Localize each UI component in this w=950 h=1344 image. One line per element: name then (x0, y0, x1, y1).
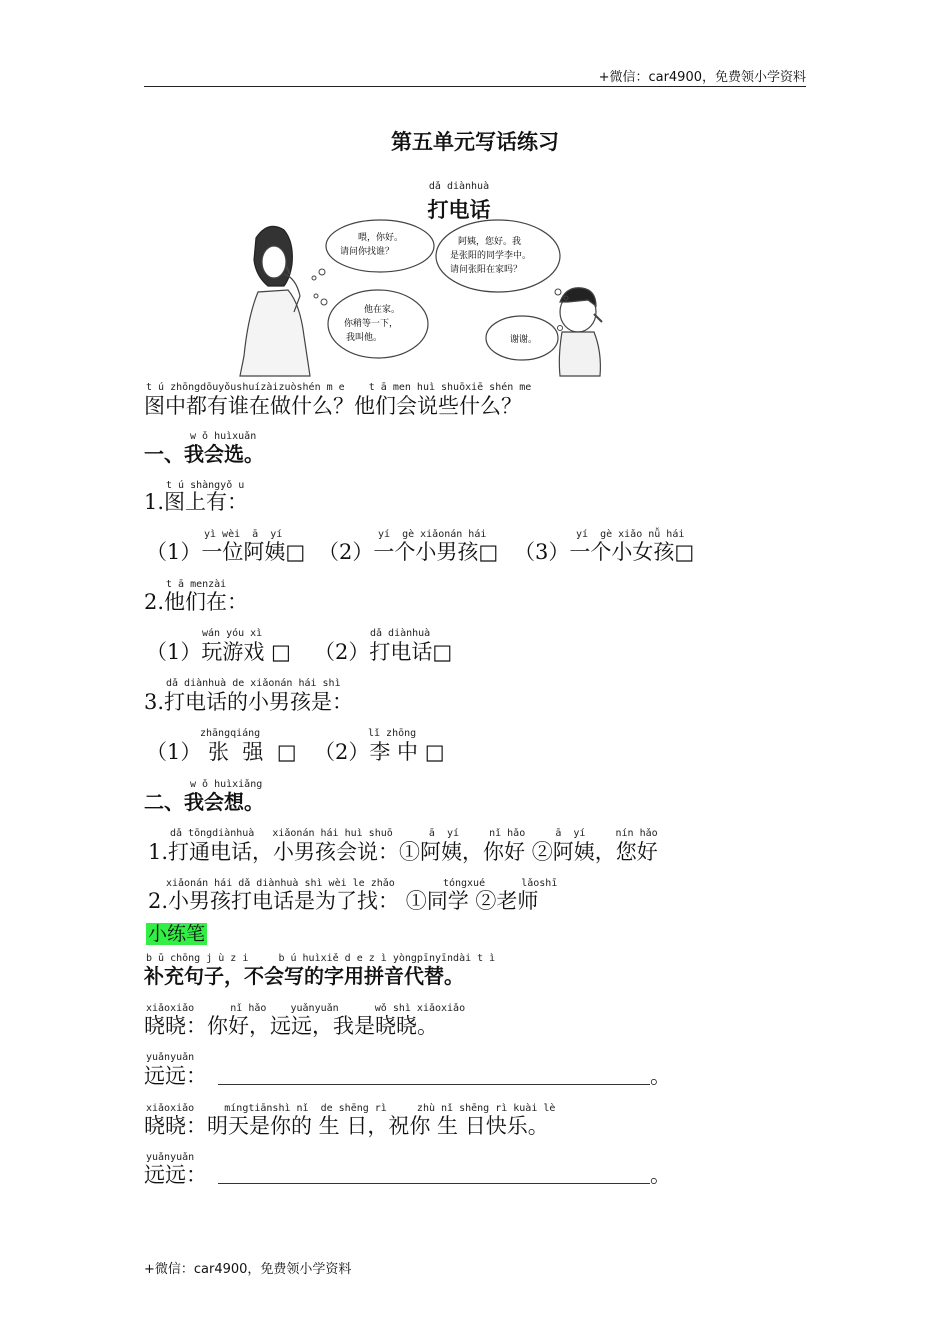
page-title: 第五单元写话练习 (391, 130, 559, 154)
practice-pinyin: b ǔ chōng j ù z i b ú huìxiě d e z ì yòngpīnyīndài t ì (146, 953, 496, 964)
header-note: +微信：car4900，免费领小学资料 (598, 70, 806, 85)
bubble-text: 喂，你好。 (358, 233, 404, 243)
woman-figure (240, 226, 310, 376)
q3-option-pinyin: lǐ zhōng (368, 728, 417, 739)
practice-line: 晓晓：你好，远远，我是晓晓。 (144, 1014, 438, 1038)
section1-heading: 一、我会选。 (144, 442, 264, 466)
s2-q2-text: 2.小男孩打电话是为了找： ①同学 ②老师 (148, 889, 539, 913)
q1-option-pinyin: yì wèi ā yí (204, 529, 283, 540)
q2-option-pinyin: dǎ diànhuà (370, 628, 431, 639)
bubble-text: 我叫他。 (346, 333, 383, 343)
practice-line-end: 。 (650, 1064, 671, 1088)
question-text: 图中都有谁在做什么？他们会说些什么？ (144, 394, 522, 418)
q3-option-pinyin: zhāngqiáng (200, 728, 261, 739)
subtitle-pinyin: dǎ diànhuà (428, 181, 490, 192)
header-divider (144, 86, 806, 87)
bubble-text: 是张阳的同学李中。 (450, 251, 532, 261)
practice-line-label: 远远： (144, 1064, 207, 1088)
s2-q1-text: 1.打通电话，小男孩会说：①阿姨，你好 ②阿姨，您好 (148, 840, 658, 864)
q3-option-1[interactable]: （1） 张 强 □ (146, 740, 297, 764)
boy-figure (559, 288, 602, 376)
practice-instruction: 补充句子，不会写的字用拼音代替。 (144, 964, 464, 988)
q1-option-3[interactable]: （3）一个小女孩□ (514, 540, 695, 564)
bubble-text: 你稍等一下， (344, 319, 399, 329)
bubble-text: 请问你找谁？ (340, 247, 395, 257)
q3-pinyin: dǎ diànhuà de xiǎonán hái shì (166, 678, 341, 689)
q1-option-pinyin: yí gè xiǎo nǚ hái (576, 529, 685, 540)
subtitle: 打电话 (427, 198, 491, 222)
q1-text: 1.图上有： (144, 490, 249, 514)
practice-line-label: 远远： (144, 1163, 207, 1187)
practice-line-pinyin: xiǎoxiǎo míngtiānshì nǐ de shēng rì zhù nǐ shēng rì kuài lè (146, 1103, 556, 1114)
q2-option-2[interactable]: （2）打电话□ (314, 640, 453, 664)
section2-pinyin: w ǒ huìxiǎng (190, 779, 263, 790)
practice-line-pinyin: yuǎnyuǎn (146, 1052, 195, 1063)
s2-q1-pinyin: dǎ tōngdiànhuà xiǎonán hái huì shuō ā yí nǐ hǎo ā yí nín hǎo (170, 828, 658, 839)
practice-label: 小练笔 (148, 923, 206, 945)
practice-line: 晓晓：明天是你的 生 日，祝你 生 日快乐。 (144, 1114, 549, 1138)
q3-text: 3.打电话的小男孩是： (144, 690, 354, 714)
bubble-text: 阿姨，您好。我 (458, 237, 522, 247)
phone-call-illustration (228, 216, 626, 378)
q2-text: 2.他们在： (144, 590, 249, 614)
q1-option-2[interactable]: （2）一个小男孩□ (318, 540, 499, 564)
q1-option-pinyin: yí gè xiǎonán hái (378, 529, 487, 540)
practice-line-end: 。 (650, 1163, 671, 1187)
answer-blank[interactable] (218, 1183, 650, 1184)
section1-pinyin: w ǒ huìxuǎn (190, 431, 257, 442)
section2-heading: 二、我会想。 (144, 790, 264, 814)
question-pinyin: t ú zhōngdōuyǒushuízàizuòshén m e t ā men huì shuōxiē shén me (146, 382, 532, 393)
s2-q2-pinyin: xiǎonán hái dǎ diànhuà shì wèi le zhǎo tóngxué lǎoshī (166, 878, 558, 889)
q2-option-pinyin: wán yóu xì (202, 628, 263, 639)
bubble-text: 他在家。 (364, 305, 401, 315)
q2-option-1[interactable]: （1）玩游戏 □ (146, 640, 291, 664)
answer-blank[interactable] (218, 1084, 650, 1085)
footer-note: +微信：car4900，免费领小学资料 (144, 1262, 352, 1277)
bubble-text: 请问张阳在家吗？ (450, 265, 523, 275)
q3-option-2[interactable]: （2）李 中 □ (314, 740, 445, 764)
practice-line-pinyin: xiǎoxiǎo nǐ hǎo yuǎnyuǎn wǒ shì xiǎoxiǎo (146, 1003, 466, 1014)
q1-pinyin: t ú shàngyǒ u (166, 480, 245, 491)
practice-line-pinyin: yuǎnyuǎn (146, 1152, 195, 1163)
bubble-text: 谢谢。 (510, 335, 538, 345)
q2-pinyin: t ā menzài (166, 579, 227, 590)
speech-bubble-1 (326, 220, 434, 272)
q1-option-1[interactable]: （1）一位阿姨□ (146, 540, 306, 564)
